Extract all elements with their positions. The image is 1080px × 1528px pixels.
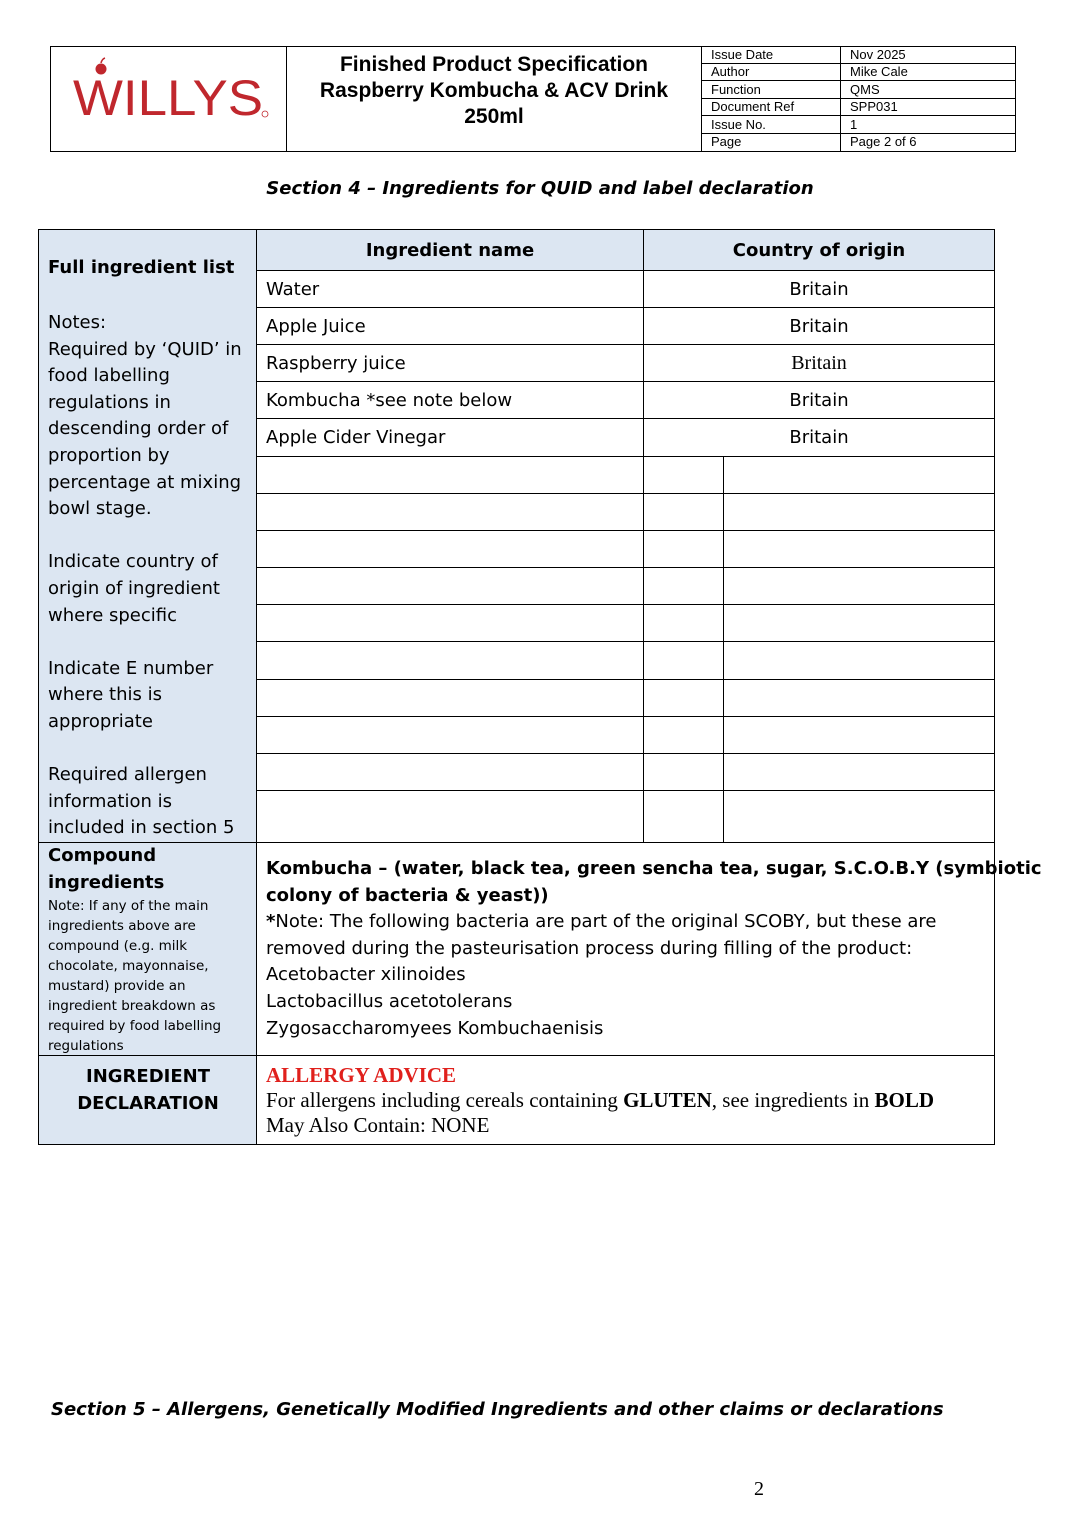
notes-line: appropriate — [48, 710, 153, 732]
may-also-contain: May Also Contain: NONE — [266, 1113, 490, 1137]
meta-value: Nov 2025 — [850, 47, 906, 62]
compound-note-line: ingredients above are — [48, 918, 196, 934]
allergy-text: , see ingredients in — [711, 1088, 875, 1112]
meta-table — [702, 47, 1016, 151]
title-line-2: Raspberry Kombucha & ACV Drink — [319, 79, 669, 102]
compound-content — [266, 856, 1042, 1042]
compound-note-line: chocolate, mayonnaise, — [48, 958, 209, 974]
ingredient-name: Apple Cider Vinegar — [266, 427, 446, 448]
notes-line: percentage at mixing — [48, 471, 242, 493]
compound-note-line: compound (e.g. milk — [48, 938, 188, 954]
declaration-content — [266, 1063, 986, 1138]
full-ingredient-list-heading: Full ingredient list — [48, 257, 235, 278]
meta-key: Issue No. — [711, 117, 766, 132]
grid-row-line — [257, 418, 994, 419]
ingredient-country: Britain — [789, 316, 849, 337]
notes-line: proportion by — [48, 444, 170, 466]
notes-line: bowl stage. — [48, 498, 152, 520]
ingredient-country: Britain — [789, 279, 849, 300]
ingredient-name: Apple Juice — [266, 316, 366, 337]
logo-text: WILLYS — [73, 70, 263, 126]
bacteria-item: Zygosaccharomyees Kombuchaenisis — [266, 1017, 604, 1039]
title-line-1: Finished Product Specification — [339, 53, 649, 76]
declaration-label-line: INGREDIENT — [86, 1066, 210, 1087]
compound-heading — [48, 843, 164, 896]
grid-row-line — [257, 530, 994, 531]
meta-row-page — [702, 134, 1016, 151]
meta-row-issue-date — [702, 47, 1016, 64]
ingredients-table — [38, 229, 1042, 1145]
compound-bold-line: colony of bacteria & yeast)) — [266, 884, 549, 906]
meta-key: Function — [711, 82, 761, 97]
meta-row-document-ref — [702, 99, 1016, 116]
notes-line: included in section 5 — [48, 817, 235, 839]
meta-value: Page 2 of 6 — [850, 134, 917, 149]
allergy-gluten: GLUTEN — [623, 1088, 712, 1112]
ingredient-name: Raspberry juice — [266, 353, 406, 374]
grid-row-line — [257, 456, 994, 457]
compound-note-line: removed during the pasteurisation process during filling of the product: — [266, 937, 913, 959]
grid-row-line — [257, 344, 994, 345]
grid-row-line — [257, 753, 994, 754]
notes-line: regulations in — [48, 391, 171, 413]
grid-row-line — [257, 381, 994, 382]
notes-text — [48, 310, 253, 842]
meta-value: SPP031 — [850, 99, 898, 114]
compound-note — [48, 896, 253, 1056]
meta-value: Mike Cale — [850, 64, 908, 79]
notes-line: origin of ingredient — [48, 577, 220, 599]
willys-logo — [51, 47, 287, 151]
document-header — [50, 46, 1016, 152]
section-5-title: Section 5 – Allergens, Genetically Modified Ingredients and other claims or declarations — [51, 1399, 944, 1420]
notes-line: information is — [48, 790, 172, 812]
compound-note-line: regulations — [48, 1038, 124, 1054]
ingredient-declaration-panel — [39, 1056, 257, 1144]
page-number: 2 — [754, 1478, 764, 1500]
notes-line: Required by ‘QUID’ in — [48, 338, 242, 360]
title-line-3: 250ml — [464, 105, 524, 128]
compound-heading-line: Compound — [48, 845, 157, 866]
notes-line: where specific — [48, 604, 178, 626]
grid-row-line — [257, 493, 994, 494]
ingredient-country: Britain — [789, 390, 849, 411]
meta-key: Page — [711, 134, 742, 149]
notes-line: where this is — [48, 684, 162, 706]
section-4-title: Section 4 – Ingredients for QUID and label declaration — [266, 178, 814, 199]
notes-line — [48, 736, 253, 763]
allergy-text: For allergens including cereals containing — [266, 1088, 624, 1112]
ingredient-name: Water — [266, 279, 320, 300]
note-star: * — [266, 911, 276, 933]
allergy-bold: BOLD — [874, 1088, 935, 1112]
grid-row-line — [257, 270, 994, 271]
grid-row-line — [257, 604, 994, 605]
notes-line: Required allergen — [48, 764, 207, 786]
grid-row-line — [257, 679, 994, 680]
notes-line: Notes: — [48, 312, 107, 333]
notes-line: Indicate E number — [48, 657, 214, 679]
grid-row-line — [257, 790, 994, 791]
compound-note-line: ingredient breakdown as — [48, 998, 216, 1014]
notes-line: Indicate country of — [48, 551, 218, 573]
compound-note-line — [266, 909, 986, 936]
notes-line: descending order of — [48, 418, 229, 440]
note-text: Note: The following bacteria are part of the original SCOBY, but these are — [275, 911, 937, 933]
grid-row-line — [257, 307, 994, 308]
notes-line — [48, 523, 253, 550]
document-title — [287, 47, 702, 151]
compound-ingredients-panel — [39, 843, 257, 1055]
logo-cell — [51, 47, 287, 151]
bacteria-item: Lactobacillus acetotolerans — [266, 990, 513, 1012]
grid-row-line — [257, 716, 994, 717]
meta-key: Issue Date — [711, 47, 774, 62]
meta-row-author — [702, 64, 1016, 81]
meta-row-function — [702, 82, 1016, 99]
meta-value: QMS — [850, 82, 880, 97]
allergy-line-1 — [266, 1088, 986, 1113]
compound-note-line: required by food labelling — [48, 1018, 222, 1034]
compound-note-line: mustard) provide an — [48, 978, 186, 994]
bacteria-item: Acetobacter xilinoides — [266, 964, 466, 986]
grid-col-line — [723, 456, 724, 842]
full-ingredient-list-panel — [39, 230, 257, 842]
column-header-ingredient: Ingredient name — [365, 240, 535, 261]
grid-row-line — [257, 641, 994, 642]
allergy-advice-title: ALLERGY ADVICE — [266, 1063, 457, 1087]
notes-line: food labelling — [48, 365, 170, 387]
ingredient-name: Kombucha *see note below — [266, 390, 513, 411]
grid-row-line — [257, 567, 994, 568]
meta-key: Document Ref — [711, 99, 795, 114]
ingredient-country: Britain — [789, 427, 849, 448]
meta-key: Author — [711, 64, 750, 79]
compound-note-line: Note: If any of the main — [48, 898, 209, 914]
meta-value: 1 — [850, 117, 858, 132]
declaration-label-line: DECLARATION — [77, 1092, 219, 1114]
meta-row-issue-no — [702, 117, 1016, 134]
compound-bold-line: Kombucha – (water, black tea, green sencha tea, sugar, S.C.O.B.Y (symbiotic — [266, 858, 1042, 879]
notes-line — [48, 629, 253, 656]
column-header-country: Country of origin — [732, 240, 906, 261]
declaration-label — [39, 1064, 257, 1117]
ingredient-country: Britain — [791, 352, 847, 374]
compound-heading-line: ingredients — [48, 871, 165, 893]
